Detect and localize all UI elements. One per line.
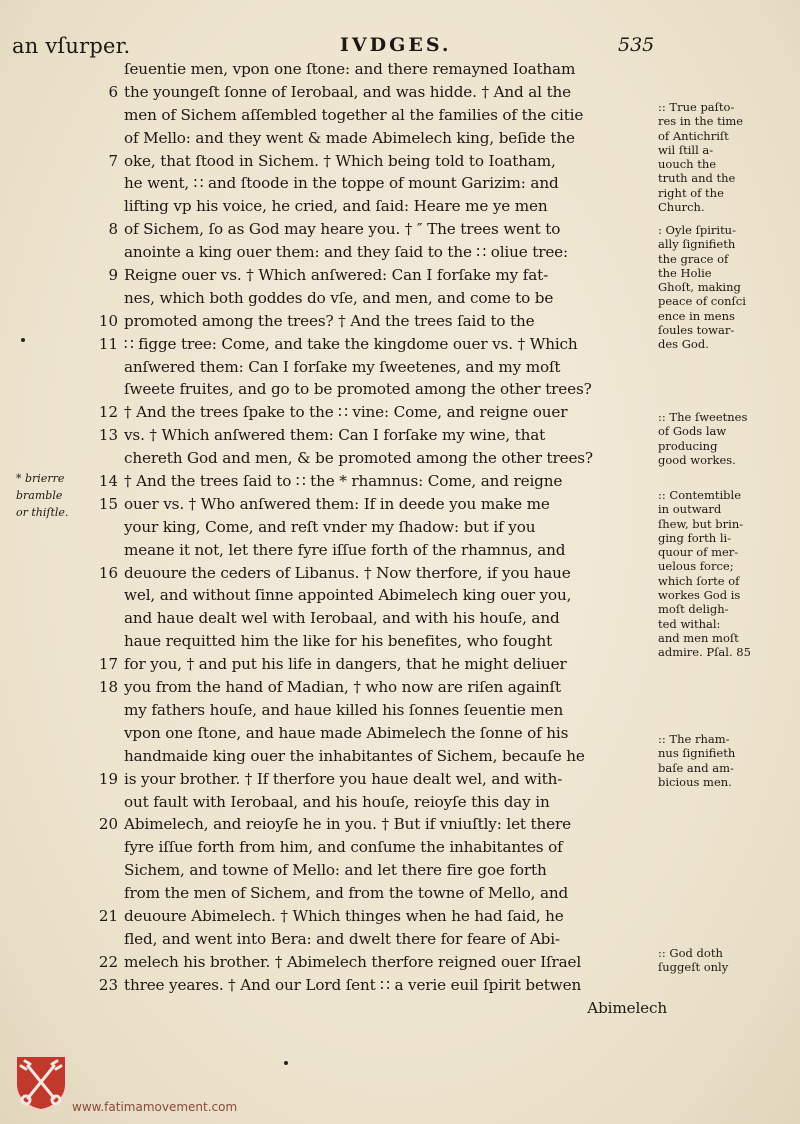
line-text: Abimelech xyxy=(587,998,667,1017)
verse-number: 10 xyxy=(98,311,118,330)
line-text: the youngeſt ſonne of Ierobaal, and was hidde. † And al the xyxy=(124,82,571,101)
line-text: your king, Come, and reſt vnder my ſhadow: but if you xyxy=(124,517,536,536)
margin-note-true-pastors xyxy=(658,100,798,214)
verse-number: 12 xyxy=(98,403,118,422)
line-text: for you, † and put his life in dangers, that he might deliuer xyxy=(124,655,567,674)
line-text: anointe a king ouer them: and they ſaid to the ∷ oliue tree: xyxy=(124,243,568,262)
line-text: he went, ∷ and ſtoode in the toppe of mount Garizim: and xyxy=(124,174,559,193)
left-note-text: * brierre bramble or thiſtle. xyxy=(16,472,69,519)
book-title: IVDGES. xyxy=(340,34,452,56)
verse-number: 8 xyxy=(108,220,118,239)
verse-number: 11 xyxy=(98,334,118,353)
line-text: wel, and without ſinne appointed Abimelech king ouer you, xyxy=(124,586,572,605)
verse-number: 18 xyxy=(98,678,118,697)
text-line xyxy=(0,859,800,882)
left-margin-note xyxy=(16,470,96,521)
verse-number: 21 xyxy=(98,906,118,925)
line-text: haue requitted him the like for his benefites, who fought xyxy=(124,632,553,651)
line-text: vpon one ſtone, and haue made Abimelech the ſonne of his xyxy=(124,723,569,742)
margin-note-oyle xyxy=(658,223,798,352)
margin-note-text: :: The rham- nus ſignifieth baſe and am- bicious men. xyxy=(658,732,736,789)
line-text: chereth God and men, & be promoted among the other trees? xyxy=(124,449,593,468)
line-text: deuoure the ceders of Libanus. † Now therfore, if you haue xyxy=(124,563,571,582)
text-line xyxy=(0,58,800,81)
line-text: and haue dealt wel with Ierobaal, and with his houſe, and xyxy=(124,609,560,628)
text-line xyxy=(0,997,800,1020)
ink-speck xyxy=(284,1061,288,1065)
verse-number: 16 xyxy=(98,563,118,582)
line-text: lifting vp his voice, he cried, and ſaid: Heare me ye men xyxy=(124,197,548,216)
line-text: promoted among the trees? † And the trees ſaid to the xyxy=(124,311,535,330)
line-text: you from the hand of Madian, † who now are riſen againſt xyxy=(124,678,561,697)
papal-keys-logo-icon xyxy=(12,1052,70,1112)
ink-speck xyxy=(21,338,25,342)
text-line xyxy=(0,813,800,836)
text-line xyxy=(0,882,800,905)
text-line xyxy=(0,699,800,722)
line-text: handmaide king ouer the inhabitantes of Sichem, becauſe he xyxy=(124,746,585,765)
line-text: ∷ figge tree: Come, and take the kingdome ouer vs. † Which xyxy=(124,334,578,353)
line-text: from the men of Sichem, and from the towne of Mello, and xyxy=(124,884,569,903)
line-text: nes, which both goddes do vſe, and men, and come to be xyxy=(124,288,554,307)
line-text: fled, and went into Bera: and dwelt there for feare of Abi- xyxy=(124,929,560,948)
text-line xyxy=(0,378,800,401)
line-text: of Mello: and they went & made Abimelech king, beſide the xyxy=(124,128,575,147)
line-text: is your brother. † If therfore you haue dealt wel, and with- xyxy=(124,769,563,788)
line-text: Reigne ouer vs. † Which anſwered: Can I forſake my fat- xyxy=(124,266,549,285)
margin-note-text: :: The ſweetnes of Gods law producing good workes. xyxy=(658,410,748,467)
line-text: Abimelech, and reioyſe he in you. † But if vniuſtly: let there xyxy=(124,815,571,834)
line-text: ouer vs. † Who anſwered them: If in deede you make me xyxy=(124,494,550,513)
line-text: fyre iſſue forth from him, and conſume the inhabitantes of xyxy=(124,838,563,857)
text-line xyxy=(0,836,800,859)
verse-number: 7 xyxy=(108,151,118,170)
verse-number: 14 xyxy=(98,472,118,491)
line-text: of Sichem, ſo as God may heare you. † ″ The trees went to xyxy=(124,220,561,239)
text-line xyxy=(0,676,800,699)
text-line xyxy=(0,905,800,928)
verse-number: 9 xyxy=(108,266,118,285)
margin-note-text: :: Contemtible in outward ſhew, but brin- ging forth li- quour of mer- uelous force; which ſorte of workes God is moſt deligh- ted withal: and men moſt admire. Pſal. 85 xyxy=(658,488,751,660)
verse-number: 22 xyxy=(98,952,118,971)
text-line xyxy=(0,356,800,379)
footer-url[interactable]: www.fatimamovement.com xyxy=(72,1100,238,1114)
running-head: an vſurper. xyxy=(12,34,131,58)
line-text: † And the trees ſaid to ∷ the * rhamnus: Come, and reigne xyxy=(124,472,563,491)
margin-note-text: :: True paſto- res in the time of Antichriſt wil ſtill a- uouch the truth and the right of the Church. xyxy=(658,100,744,215)
line-text: out fault with Ierobaal, and his houſe, reioyſe this day in xyxy=(124,792,550,811)
line-text: † And the trees ſpake to the ∷ vine: Come, and reigne ouer xyxy=(124,403,568,422)
line-text: my fathers houſe, and haue killed his ſonnes ſeuentie men xyxy=(124,700,564,719)
text-line xyxy=(0,791,800,814)
margin-note-text: :: God doth ſuggeſt only xyxy=(658,946,729,975)
line-text: ſweete fruites, and go to be promoted among the other trees? xyxy=(124,380,592,399)
verse-number: 17 xyxy=(98,655,118,674)
verse-number: 20 xyxy=(98,815,118,834)
line-text: vs. † Which anſwered them: Can I forſake my wine, that xyxy=(124,426,546,445)
line-text: three yeares. † And our Lord ſent ∷ a verie euil ſpirit betwen xyxy=(124,975,582,994)
line-text: deuoure Abimelech. † Which thinges when he had ſaid, he xyxy=(124,906,564,925)
verse-number: 23 xyxy=(98,975,118,994)
line-text: oke, that ſtood in Sichem. † Which being told to Ioatham, xyxy=(124,151,556,170)
verse-number: 19 xyxy=(98,769,118,788)
margin-note-rhamnus xyxy=(658,732,798,789)
margin-note-contemtible xyxy=(658,488,798,660)
line-text: Sichem, and towne of Mello: and let there fire goe forth xyxy=(124,861,547,880)
verse-number: 6 xyxy=(108,82,118,101)
line-text: men of Sichem aſſembled together al the families of the citie xyxy=(124,105,584,124)
line-text: anſwered them: Can I forſake my ſweetenes, and my moſt xyxy=(124,357,561,376)
line-text: melech his brother. † Abimelech therfore reigned ouer Iſrael xyxy=(124,952,582,971)
verse-number: 15 xyxy=(98,494,118,513)
margin-note-sweetnes xyxy=(658,410,798,467)
line-text: meane it not, let there fyre iſſue forth of the rhamnus, and xyxy=(124,540,566,559)
margin-note-god-doth xyxy=(658,946,798,975)
verse-number: 13 xyxy=(98,426,118,445)
text-line xyxy=(0,974,800,997)
margin-note-text: : Oyle ſpiritu- ally ſignifieth the grace of the Holie Ghoſt, making peace of conſci ence in mens ſoules towar- des God. xyxy=(658,223,746,352)
page-number: 535 xyxy=(618,34,655,56)
line-text: ſeuentie men, vpon one ſtone: and there remayned Ioatham xyxy=(124,60,576,78)
